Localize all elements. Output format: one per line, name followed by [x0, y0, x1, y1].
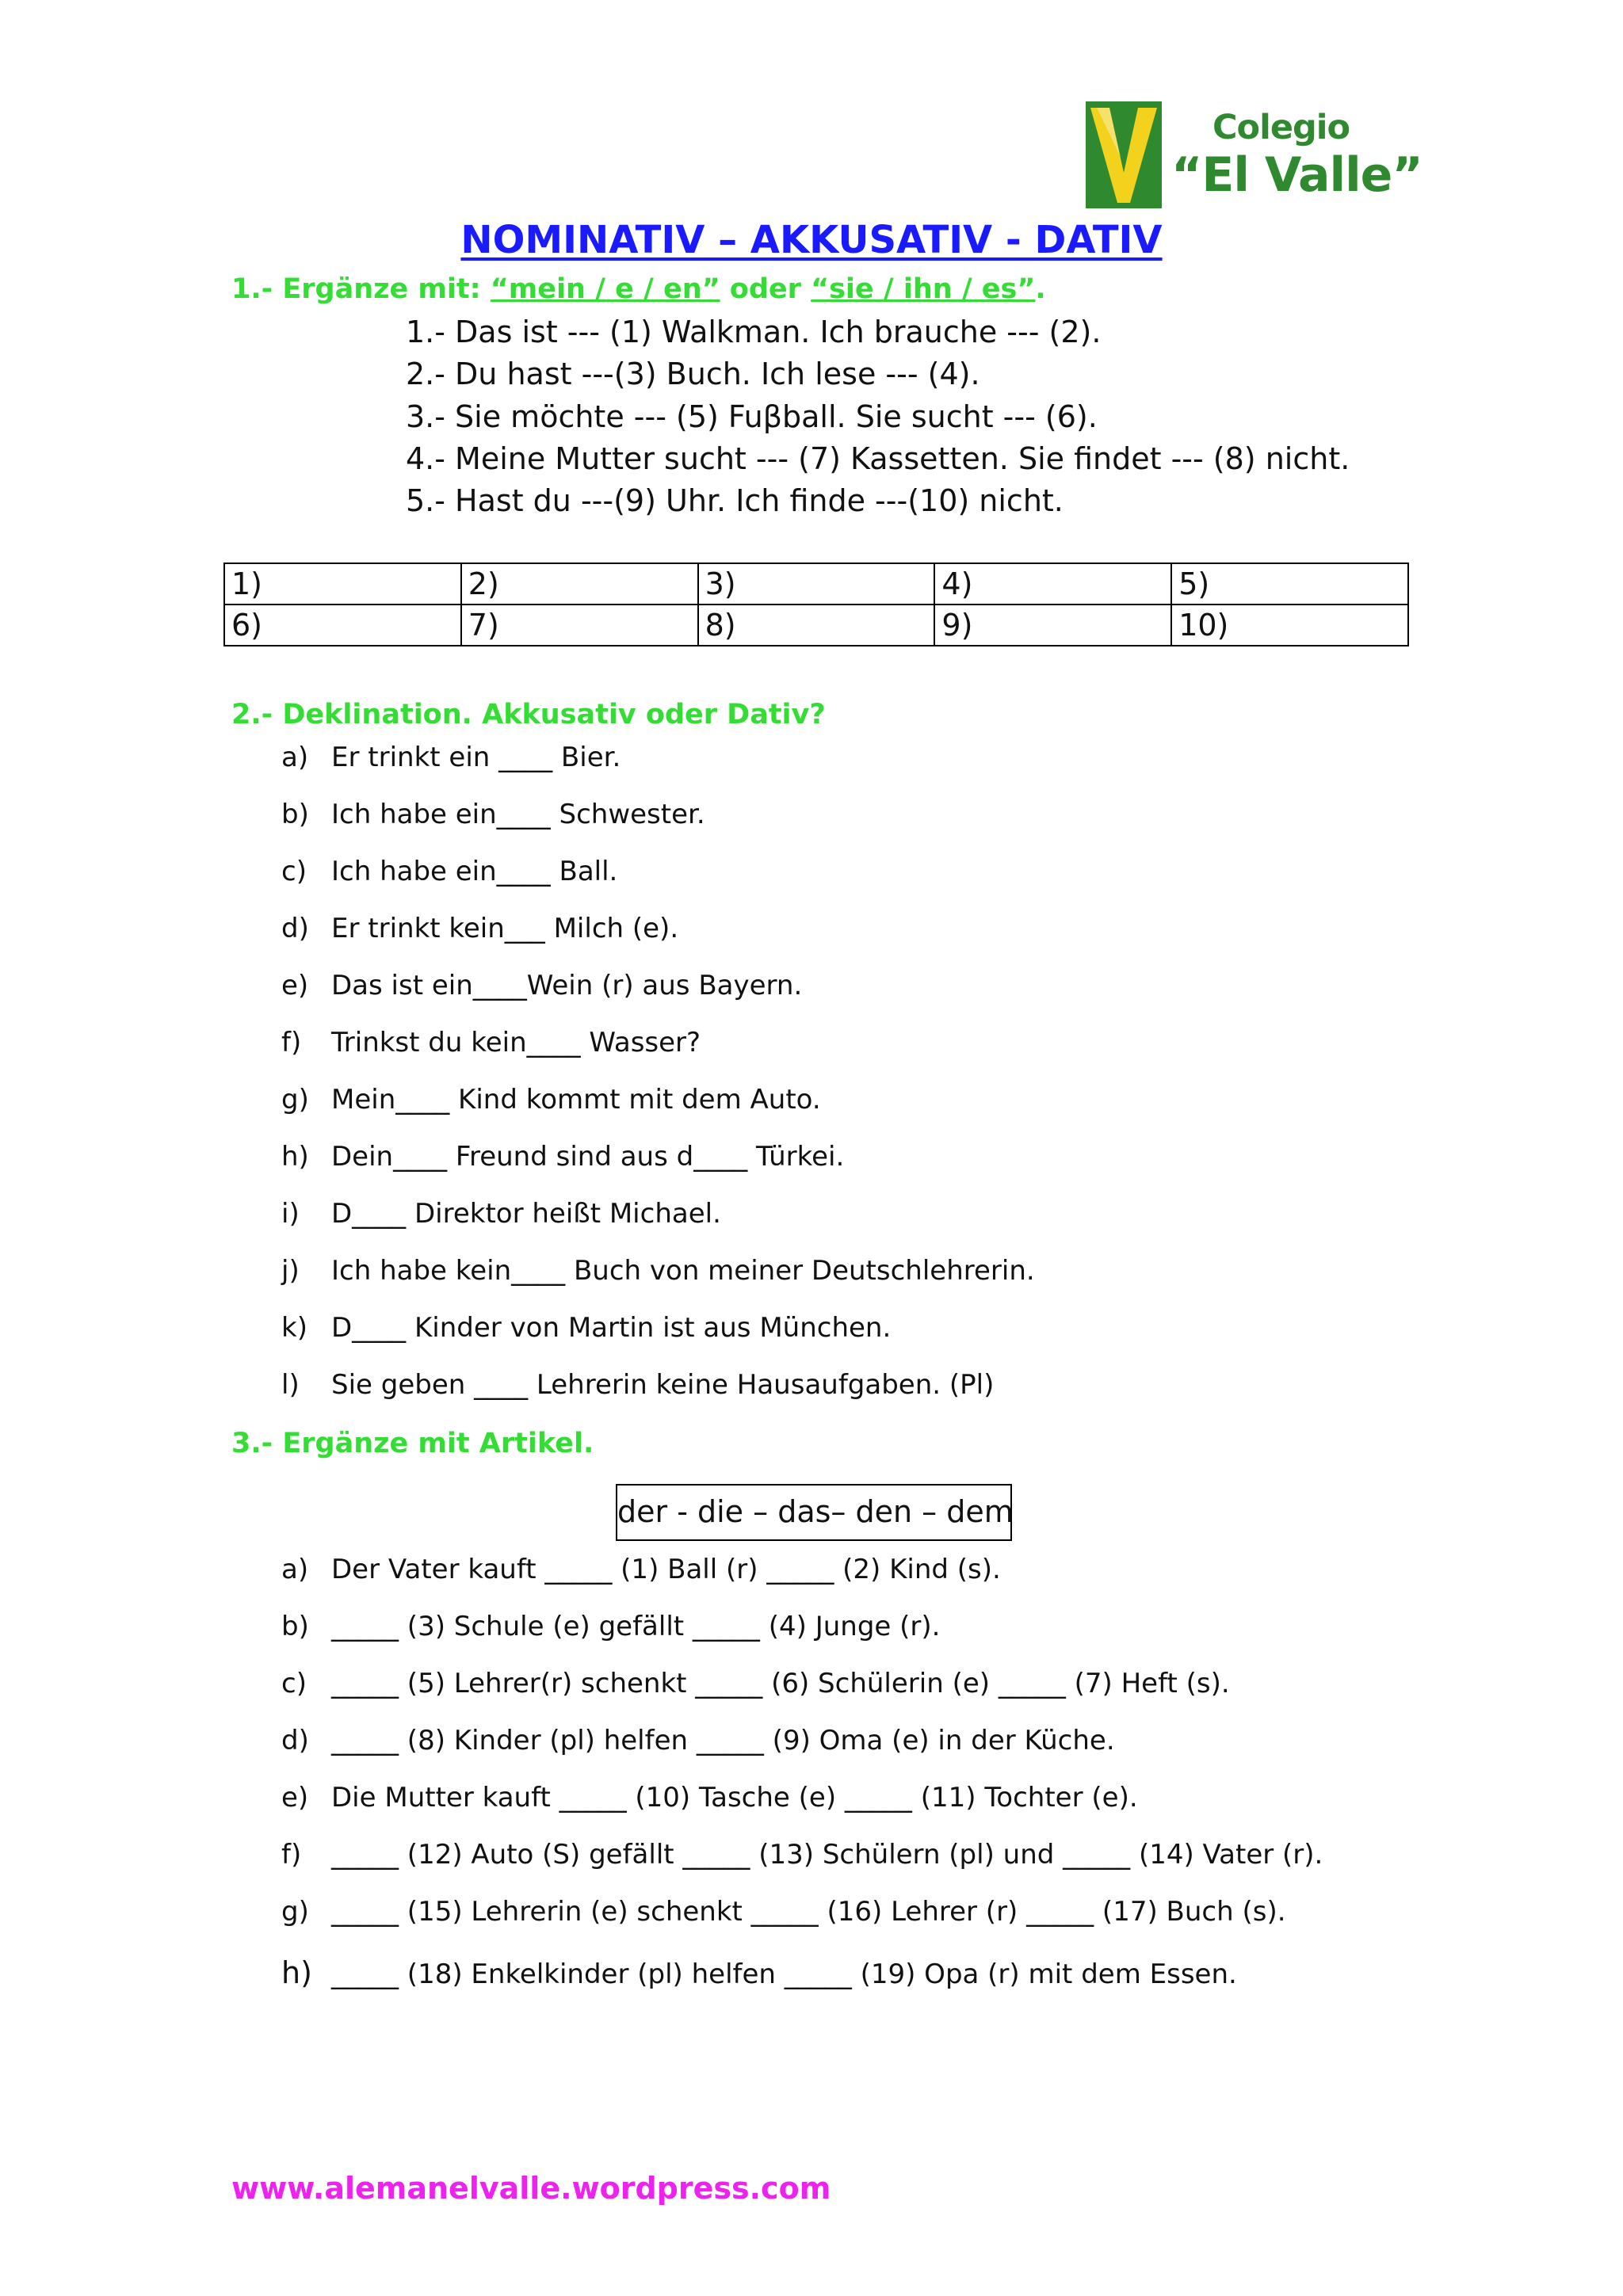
item-text: Dein____ Freund sind aus d____ Türkei. [331, 1141, 845, 1173]
item-label: h) [281, 1141, 309, 1173]
section1-sentence: 4.- Meine Mutter sucht --- (7) Kassetten. Sie findet --- (8) nicht. [406, 441, 1350, 476]
answer-cell[interactable]: 2) [461, 563, 698, 605]
section1-option1: “mein / e / en” [490, 273, 720, 305]
list-item [281, 1027, 701, 1058]
item-text: _____ (12) Auto (S) gefällt _____ (13) Schülern (pl) und _____ (14) Vater (r). [331, 1839, 1323, 1871]
item-text: _____ (15) Lehrerin (e) schenkt _____ (16) Lehrer (r) _____ (17) Buch (s). [331, 1896, 1286, 1928]
item-text: _____ (3) Schule (e) gefällt _____ (4) Junge (r). [331, 1611, 941, 1642]
section2-heading: 2.- Deklination. Akkusativ oder Dativ? [231, 699, 826, 730]
item-label: d) [281, 913, 309, 944]
item-text: Ich habe kein____ Buch von meiner Deutschlehrerin. [331, 1255, 1035, 1287]
list-item [281, 742, 621, 773]
list-item [281, 1668, 1230, 1699]
page-title: NOMINATIV – AKKUSATIV - DATIV [460, 218, 1163, 262]
item-label: g) [281, 1896, 309, 1928]
item-text: Der Vater kauft _____ (1) Ball (r) _____ (2) Kind (s). [331, 1554, 1001, 1585]
list-item [281, 1141, 844, 1173]
list-item [281, 1782, 1138, 1814]
item-label: c) [281, 1668, 307, 1699]
answer-cell[interactable]: 7) [461, 605, 698, 646]
answer-cell[interactable]: 9) [934, 605, 1171, 646]
list-item [281, 799, 705, 830]
item-label: a) [281, 742, 309, 773]
item-label: f) [281, 1027, 302, 1058]
item-label: b) [281, 799, 309, 830]
item-text: Die Mutter kauft _____ (10) Tasche (e) _____ (11) Tochter (e). [331, 1782, 1138, 1814]
item-text: Mein____ Kind kommt mit dem Auto. [331, 1084, 821, 1116]
item-label: h) [281, 1955, 312, 1990]
section1-option2: “sie / ihn / es” [811, 273, 1036, 305]
list-item [281, 1611, 940, 1642]
list-item [281, 1839, 1323, 1871]
answer-cell[interactable]: 6) [224, 605, 461, 646]
list-item [281, 1896, 1286, 1928]
section1-heading [231, 273, 1046, 305]
item-label: j) [281, 1255, 300, 1287]
logo-text-colegio: Colegio [1212, 108, 1350, 147]
list-item [281, 1198, 721, 1230]
item-label: d) [281, 1725, 309, 1756]
item-label: a) [281, 1554, 309, 1585]
answer-cell[interactable]: 3) [698, 563, 935, 605]
item-label: e) [281, 1782, 309, 1814]
item-text: Ich habe ein____ Ball. [331, 856, 618, 887]
item-label: i) [281, 1198, 300, 1230]
section1-sentence: 3.- Sie möchte --- (5) Fuβball. Sie sucht --- (6). [406, 399, 1098, 434]
list-item [281, 1725, 1115, 1756]
school-logo [1086, 101, 1423, 208]
item-text: Er trinkt kein___ Milch (e). [331, 913, 679, 944]
answer-cell[interactable]: 10) [1171, 605, 1408, 646]
section1-heading-prefix: 1.- Ergänze mit: [231, 273, 491, 305]
section1-sentence: 1.- Das ist --- (1) Walkman. Ich brauche --- (2). [406, 315, 1102, 349]
item-text: Sie geben ____ Lehrerin keine Hausaufgaben. (Pl) [331, 1369, 995, 1401]
list-item [281, 856, 617, 887]
item-text: _____ (5) Lehrer(r) schenkt _____ (6) Schülerin (e) _____ (7) Heft (s). [331, 1668, 1230, 1699]
section1-sentence: 2.- Du hast ---(3) Buch. Ich lese --- (4). [406, 357, 980, 391]
table-row [224, 605, 1408, 646]
section1-heading-suffix: . [1035, 273, 1046, 305]
item-label: e) [281, 970, 309, 1001]
item-text: _____ (18) Enkelkinder (pl) helfen _____ (19) Opa (r) mit dem Essen. [331, 1958, 1237, 1990]
item-label: g) [281, 1084, 309, 1116]
el-valle-logo-icon [1086, 101, 1162, 208]
list-item [281, 970, 802, 1001]
item-label: l) [281, 1369, 300, 1401]
list-item [281, 1369, 994, 1401]
item-label: b) [281, 1611, 309, 1642]
list-item [281, 1554, 1001, 1585]
answer-table [223, 563, 1409, 646]
item-text: Das ist ein____Wein (r) aus Bayern. [331, 970, 803, 1001]
answer-cell[interactable]: 5) [1171, 563, 1408, 605]
answer-cell[interactable]: 1) [224, 563, 461, 605]
table-row [224, 563, 1408, 605]
item-label: c) [281, 856, 307, 887]
item-text: Trinkst du kein____ Wasser? [331, 1027, 701, 1058]
answer-cell[interactable]: 4) [934, 563, 1171, 605]
list-item [281, 1312, 891, 1344]
item-label: k) [281, 1312, 307, 1344]
list-item [281, 1084, 821, 1116]
list-item [281, 1955, 1237, 1990]
item-label: f) [281, 1839, 302, 1871]
answer-cell[interactable]: 8) [698, 605, 935, 646]
section3-heading: 3.- Ergänze mit Artikel. [231, 1428, 594, 1459]
section1-heading-mid: oder [720, 273, 812, 305]
footer-link[interactable]: www.alemanelvalle.wordpress.com [231, 2171, 831, 2206]
section1-sentence: 5.- Hast du ---(9) Uhr. Ich finde ---(10) nicht. [406, 483, 1064, 518]
article-box: der - die – das– den – dem [616, 1484, 1012, 1541]
list-item [281, 913, 678, 944]
list-item [281, 1255, 1035, 1287]
item-text: D____ Direktor heißt Michael. [331, 1198, 721, 1230]
item-text: D____ Kinder von Martin ist aus München. [331, 1312, 892, 1344]
logo-text-el-valle: “El Valle” [1171, 147, 1423, 203]
item-text: _____ (8) Kinder (pl) helfen _____ (9) Oma (e) in der Küche. [331, 1725, 1115, 1756]
item-text: Er trinkt ein ____ Bier. [331, 742, 621, 773]
item-text: Ich habe ein____ Schwester. [331, 799, 705, 830]
